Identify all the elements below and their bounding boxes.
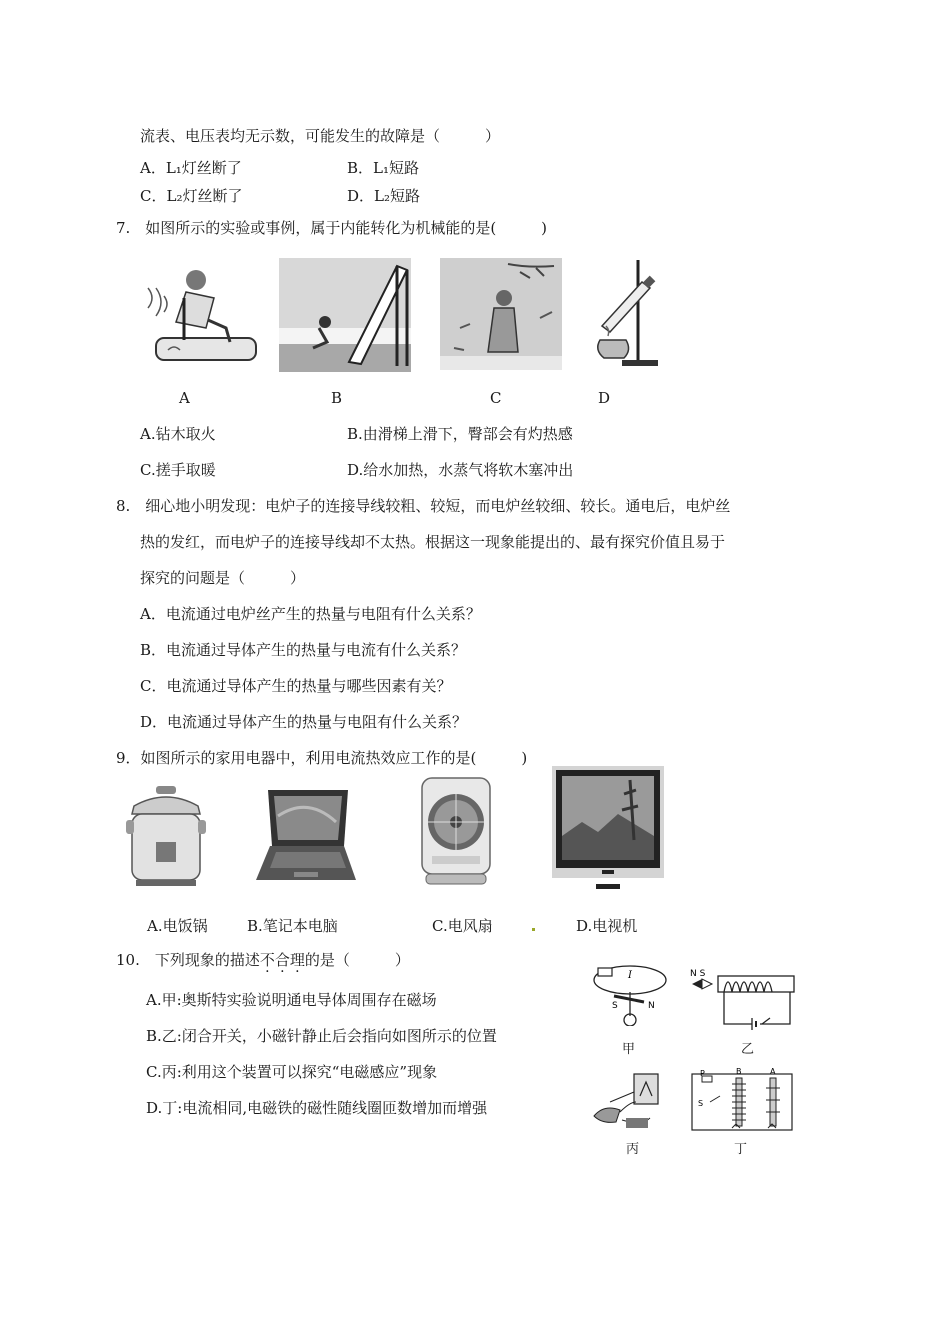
- figure-bing-label: 丙: [626, 1142, 640, 1157]
- q7-image-label-b: B: [331, 389, 343, 407]
- q10-option-d: D.丁:电流相同,电磁铁的磁性随线圈匝数增加而增强: [146, 1099, 488, 1117]
- q8-stem-line-1: 8. 细心地小明发现：电炉子的连接导线较粗、较短，而电炉丝较细、较长。通电后，电炉丝: [116, 497, 731, 515]
- q7-option-c: C.搓手取暖: [140, 461, 216, 479]
- figure-yi-label: 乙: [741, 1042, 755, 1057]
- q9-image-laptop: [254, 786, 358, 888]
- q7-option-a: A.钻木取火: [140, 425, 216, 443]
- q10-emphasis-3: 理: [289, 951, 305, 969]
- q7-image-c-rubbing-hands: [440, 258, 562, 370]
- q10-emphasis-1: 不: [259, 951, 275, 969]
- q6-option-d: D．L₂短路: [347, 187, 421, 205]
- q7-image-label-d: D: [598, 389, 611, 407]
- figure-jia-oersted: [590, 956, 670, 1026]
- figure-ding-p-label: P: [700, 1069, 705, 1078]
- q7-image-label-a: A: [179, 389, 190, 407]
- q10-emphasis-2: 合: [274, 951, 290, 969]
- q9-image-television: [552, 766, 664, 890]
- q9-option-a: A.电饭锅: [147, 917, 208, 935]
- figure-ding-a-label: A: [770, 1068, 776, 1076]
- q7-image-b-slide: [279, 258, 411, 372]
- q9-option-d: D.电视机: [576, 917, 638, 935]
- q9-image-electric-fan: [420, 776, 492, 888]
- q10-option-b: B.乙:闭合开关，小磁针静止后会指向如图所示的位置: [146, 1027, 497, 1045]
- q6-option-c: C．L₂灯丝断了: [140, 187, 243, 205]
- figure-jia-current-label: I: [628, 970, 632, 981]
- q8-option-d: D．电流通过导体产生的热量与电阻有什么关系？: [140, 713, 468, 731]
- q7-option-b: B.由滑梯上滑下，臀部会有灼热感: [347, 425, 573, 443]
- q10-stem-prefix: 10. 下列现象的描述: [116, 951, 260, 969]
- q7-stem: 7. 如图所示的实验或事例，属于内能转化为机械能的是( ): [116, 219, 548, 237]
- q8-option-a: A．电流通过电炉丝产生的热量与电阻有什么关系？: [140, 605, 481, 623]
- q10-option-c: C.丙:利用这个装置可以探究“电磁感应”现象: [146, 1063, 438, 1081]
- q8-stem-line-2: 热的发红，而电炉子的连接导线却不太热。根据这一现象能提出的、最有探究价值且易于: [140, 533, 726, 551]
- figure-jia-n-label: N: [648, 1001, 655, 1011]
- q9-image-rice-cooker: [126, 784, 206, 888]
- q6-option-b: B．L₁短路: [347, 159, 419, 177]
- q7-image-d-steam-cork: [578, 256, 660, 370]
- q6-option-a: A．L₁灯丝断了: [140, 159, 242, 177]
- q7-option-d: D.给水加热，水蒸气将软木塞冲出: [347, 461, 574, 479]
- q8-stem-line-3: 探究的问题是（ ）: [140, 569, 306, 587]
- q8-option-b: B．电流通过导体产生的热量与电流有什么关系？: [140, 641, 467, 659]
- q8-option-c: C．电流通过导体产生的热量与哪些因素有关？: [140, 677, 452, 695]
- figure-ding-b-label: B: [736, 1068, 742, 1076]
- figure-yi-solenoid: [690, 966, 800, 1030]
- q7-image-label-c: C: [490, 389, 502, 407]
- figure-jia-label: 甲: [622, 1042, 636, 1057]
- q9-option-c: C.电风扇: [432, 917, 493, 935]
- q7-image-a-drilling-wood: [138, 258, 262, 374]
- q10-option-a: A.甲:奥斯特实验说明通电导体周围存在磁场: [146, 991, 437, 1009]
- figure-yi-needle-label: N S: [690, 969, 706, 979]
- q9-option-b: B.笔记本电脑: [247, 917, 338, 935]
- q6-stem-continuation: 流表、电压表均无示数，可能发生的故障是（ ）: [140, 127, 501, 145]
- q9-stem: 9．如图所示的家用电器中，利用电流热效应工作的是( ): [116, 749, 528, 767]
- figure-bing-induction: [592, 1072, 672, 1132]
- q10-stem: [116, 950, 410, 970]
- figure-jia-s-label: S: [612, 1001, 618, 1011]
- figure-ding-electromagnets: [688, 1068, 798, 1138]
- figure-ding-label: 丁: [734, 1142, 748, 1157]
- q10-stem-suffix: 的是（ ）: [304, 951, 410, 969]
- stray-dot: [532, 928, 535, 931]
- figure-ding-s-label: S: [698, 1099, 704, 1108]
